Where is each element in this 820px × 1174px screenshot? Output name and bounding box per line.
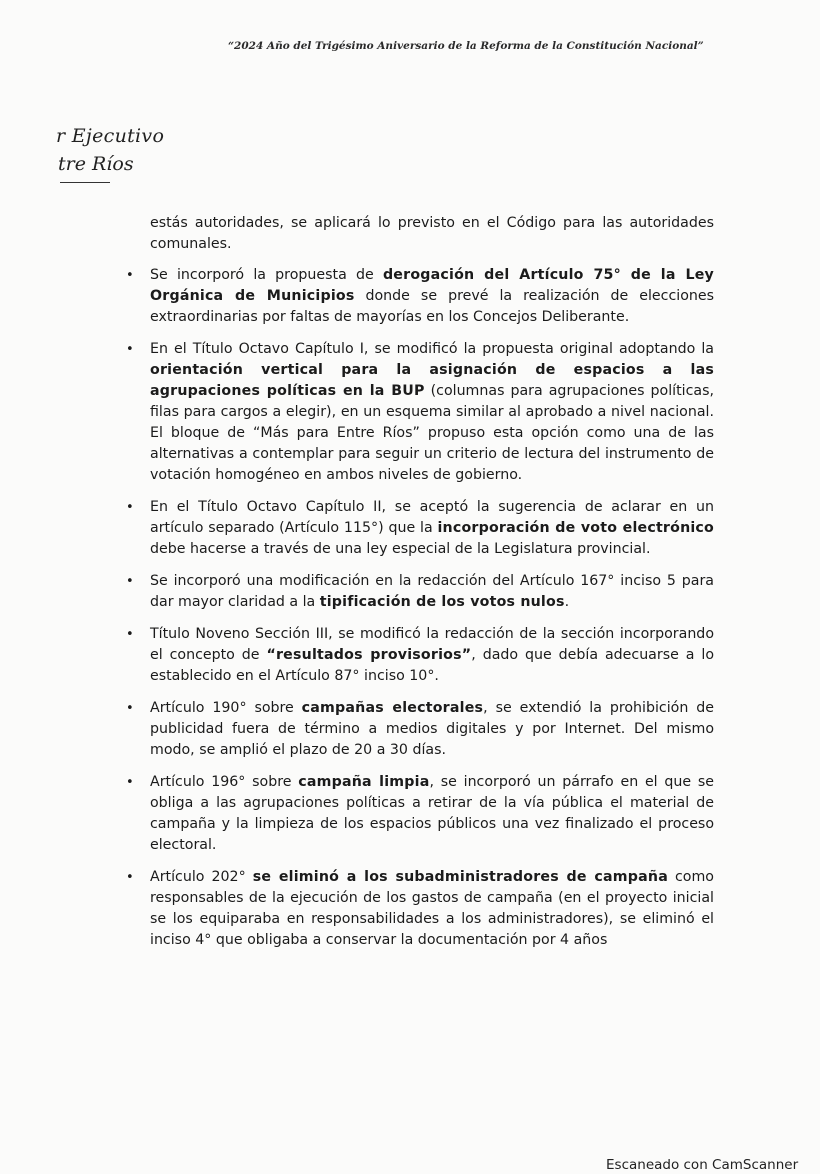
item-text: Artículo 196° sobre: [150, 774, 299, 790]
item-highlight: derogación del Artículo 75° de la Ley Orgánica de Municipios: [150, 267, 714, 304]
item-highlight: incorporación de voto electrónico: [437, 520, 714, 536]
item-text: donde se prevé la realización de elecciones extraordinarias por faltas de mayorías en los Concejos Deliberante.: [150, 288, 715, 325]
list-item: [120, 497, 714, 560]
item-text: Artículo 202°: [150, 869, 253, 885]
bullet-marker: •: [126, 775, 134, 790]
item-text: En el Título Octavo Capítulo II, se aceptó la sugerencia de aclarar en un artículo separado (Artículo 115°) que la: [150, 499, 714, 536]
continuation-paragraph: estás autoridades, se aplicará lo previsto en el Código para las autoridades comunales.: [150, 215, 714, 252]
item-text: debe hacerse a través de una ley especial de la Legislatura provincial.: [150, 541, 651, 557]
item-text: Título Noveno Sección III, se modificó la redacción de la sección incorporando el concepto de: [150, 626, 714, 663]
item-highlight: se eliminó a los subadministradores de campaña: [252, 869, 668, 885]
letterhead-underline: [60, 182, 110, 183]
item-highlight: “resultados provisorios”: [266, 647, 472, 663]
item-text: .: [564, 594, 570, 610]
item-highlight: orientación vertical para la asignación de espacios a las agrupaciones políticas en la BUP: [150, 362, 714, 399]
letterhead-logo: [56, 122, 166, 183]
list-item: [120, 698, 714, 761]
list-item: [120, 772, 714, 856]
bullet-marker: •: [126, 870, 134, 885]
list-item: [120, 339, 714, 486]
list-item: [120, 571, 714, 613]
list-item: [120, 265, 714, 328]
letterhead-line-2: tre Ríos: [58, 153, 134, 175]
item-text: Artículo 190° sobre: [150, 700, 302, 716]
item-text: Se incorporó la propuesta de: [150, 267, 383, 283]
item-highlight: campañas electorales: [301, 700, 484, 716]
item-text: como responsables de la ejecución de los gastos de campaña (en el proyecto inicial se los equiparaba en responsabilidades a los administradores), se eliminó el inciso 4° que obligaba a conservar la documentación por 4 años: [150, 869, 714, 948]
item-highlight: tipificación de los votos nulos: [319, 594, 565, 610]
bullet-marker: •: [126, 701, 134, 716]
bullet-marker: •: [126, 342, 134, 357]
list-item: [120, 624, 714, 687]
item-text: , se extendió la prohibición de publicidad fuera de término a medios digitales y por Internet. Del mismo modo, se amplió el plazo de 20 a 30 días.: [150, 700, 714, 758]
item-text: (columnas para agrupaciones políticas, filas para cargos a elegir), en un esquema similar al aprobado a nivel nacional. El bloque de “Más para Entre Ríos” propuso esta opción como una de las alternativas a contemplar para seguir un criterio de lectura del instrumento de votación homogéneo en ambos niveles de gobierno.: [150, 383, 714, 483]
item-text: Se incorporó una modificación en la redacción del Artículo 167° inciso 5 para dar mayor claridad a la: [150, 573, 714, 610]
bullet-marker: •: [126, 574, 134, 589]
bullet-marker: •: [126, 627, 134, 642]
item-text: , se incorporó un párrafo en el que se obliga a las agrupaciones políticas a retirar de la vía pública el material de campaña y la limpieza de los espacios públicos una vez finalizado el proceso electoral.: [150, 774, 714, 853]
letterhead-line-1: r Ejecutivo: [56, 125, 165, 147]
item-text: En el Título Octavo Capítulo I, se modificó la propuesta original adoptando la: [150, 341, 714, 357]
document-body: [120, 213, 714, 962]
bullet-marker: •: [126, 268, 134, 283]
scanner-watermark: Escaneado con CamScanner: [606, 1157, 799, 1173]
item-highlight: campaña limpia: [298, 774, 430, 790]
list-item: [120, 867, 714, 951]
changes-list: [120, 265, 714, 951]
header-commemorative-quote: “2024 Año del Trigésimo Aniversario de la Reforma de la Constitución Nacional”: [228, 40, 704, 52]
item-text: , dado que debía adecuarse a lo establecido en el Artículo 87° inciso 10°.: [150, 647, 715, 684]
bullet-marker: •: [126, 500, 134, 515]
